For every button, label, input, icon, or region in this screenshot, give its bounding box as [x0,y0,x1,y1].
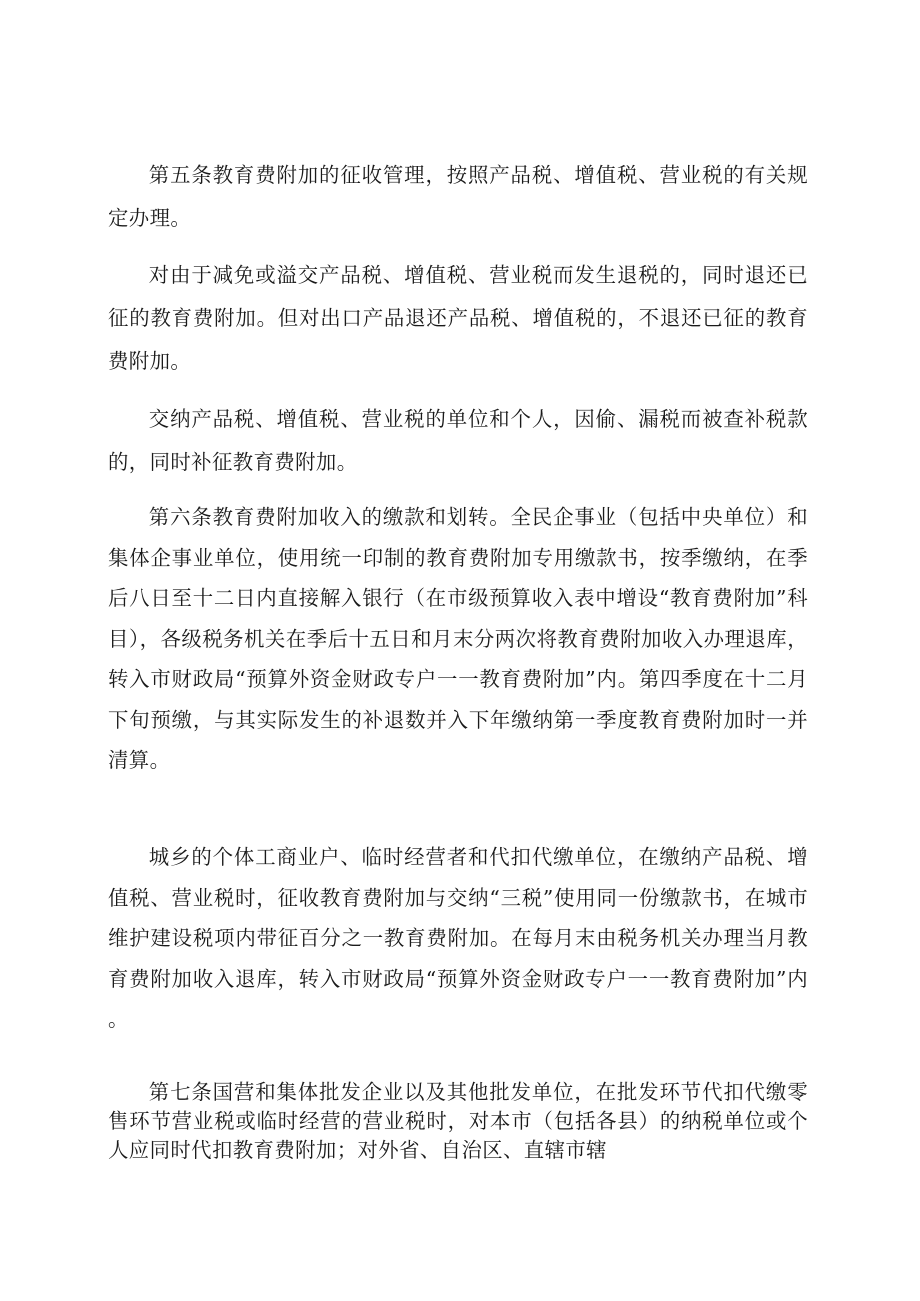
paragraph-article-5: 第五条教育费附加的征收管理，按照产品税、增值税、营业税的有关规定办理。 [108,163,808,230]
paragraph-article-6: 第六条教育费附加收入的缴款和划转。全民企事业（包括中央单位）和集体企事业单位，使用统一印制的教育费附加专用缴款书，按季缴纳，在季后八日至十二日内直接解入银行（在市级预算收入表中增设“教育费附加”科目），各级税务机关在季后十五日和月末分两次将教育费附加收入办理退库，转入市财政局“预算外资金财政专户一一教育费附加”内。第四季度在十二月下旬预缴，与其实际发生的补退数并入下年缴纳第一季度教育费附加时一并清算。 [108,505,808,772]
paragraph-back-tax-rule: 交纳产品税、增值税、营业税的单位和个人，因偷、漏税而被查补税款的，同时补征教育费附加。 [108,407,808,474]
paragraph-refund-rule: 对由于减免或溢交产品税、增值税、营业税而发生退税的，同时退还已征的教育费附加。但对出口产品退还产品税、增值税的，不退还已征的教育费附加。 [108,263,808,373]
paragraph-article-7: 第七条国营和集体批发企业以及其他批发单位，在批发环节代扣代缴零售环节营业税或临时经营的营业税时，对本市（包括各县）的纳税单位或个人应同时代扣教育费附加；对外省、自治区、直辖市辖 [108,1080,808,1162]
paragraph-individual-business: 城乡的个体工商业户、临时经营者和代扣代缴单位，在缴纳产品税、增值税、营业税时，征收教育费附加与交纳“三税”使用同一份缴款书，在城市维护建设税项内带征百分之一教育费附加。在每月末由税务机关办理当月教育费附加收入退库，转入市财政局“预算外资金财政专户一一教育费附加”内。 [108,845,808,1031]
